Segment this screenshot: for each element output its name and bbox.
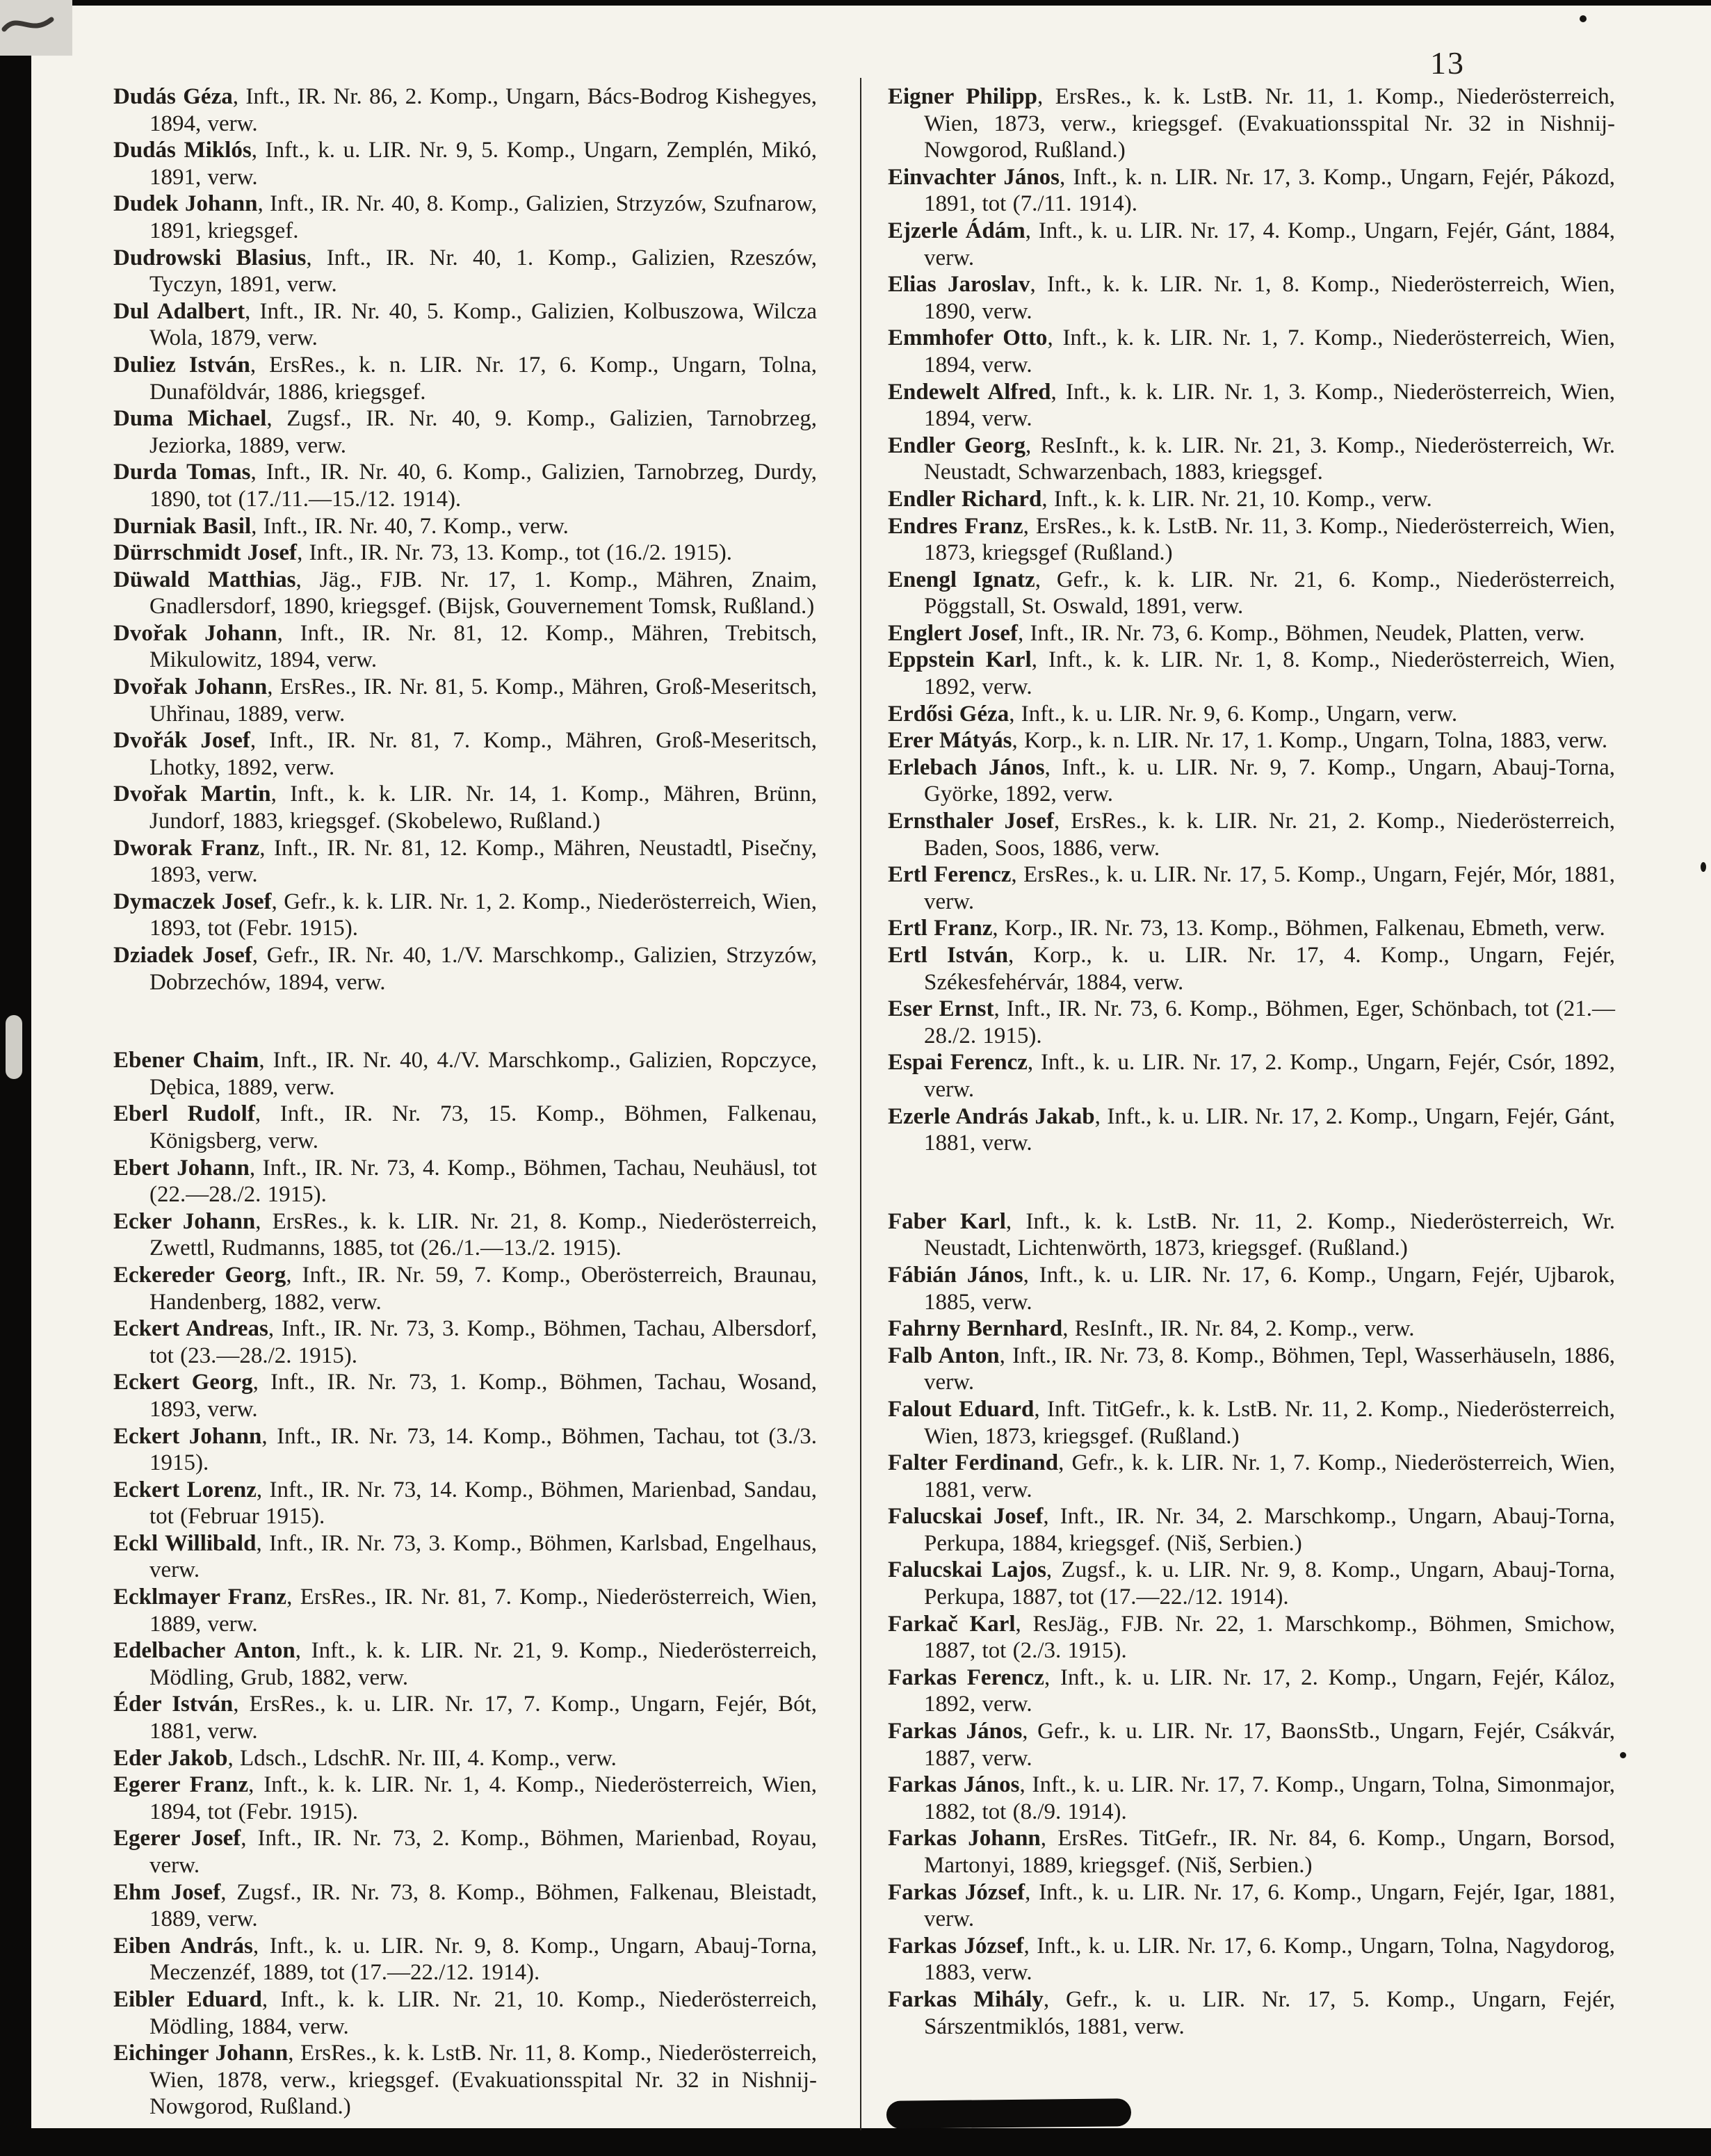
casualty-entry <box>113 727 817 781</box>
entry-name: Farkas Johann <box>888 1826 1041 1851</box>
entry-details: , Gefr., k. k. LIR. Nr. 1, 7. Komp., Niederösterreich, Wien, 1881, verw. <box>924 1450 1615 1502</box>
casualty-entry <box>113 137 817 191</box>
entry-details: , ErsRes., IR. Nr. 81, 7. Komp., Niederösterreich, Wien, 1889, verw. <box>149 1584 817 1637</box>
entry-name: Dvořak Johann <box>113 674 268 700</box>
entry-details: , Inft., k. k. LIR. Nr. 1, 8. Komp., Niederösterreich, Wien, 1890, verw. <box>924 272 1615 324</box>
casualty-entry <box>888 727 1615 754</box>
entry-details: , ErsRes., k. k. LstB. Nr. 11, 3. Komp., Niederösterreich, Wien, 1873, kriegsgef (Rußland.) <box>924 513 1615 566</box>
entry-details: , Zugsf., IR. Nr. 40, 9. Komp., Galizien, Tarnobrzeg, Jeziorka, 1889, verw. <box>149 406 817 458</box>
entry-details: , Korp., k. u. LIR. Nr. 17, 4. Komp., Ungarn, Fejér, Székesfehérvár, 1884, verw. <box>924 943 1615 995</box>
entry-details: , Zugsf., k. u. LIR. Nr. 9, 8. Komp., Ungarn, Abauj-Torna, Perkupa, 1887, tot (17.—22./12. 1914). <box>924 1557 1615 1610</box>
entry-details: , Inft., k. u. LIR. Nr. 17, 6. Komp., Ungarn, Tolna, Nagydorog, 1883, verw. <box>924 1933 1615 1986</box>
casualty-entry <box>113 2040 817 2121</box>
entry-details: , ResJäg., FJB. Nr. 22, 1. Marschkomp., Böhmen, Smichow, 1887, tot (2./3. 1915). <box>924 1611 1615 1664</box>
casualty-entry <box>113 835 817 889</box>
entry-details: , Inft., k. u. LIR. Nr. 17, 2. Komp., Ungarn, Fejér, Csór, 1892, verw. <box>924 1050 1615 1102</box>
entry-details: , Inft., IR. Nr. 34, 2. Marschkomp., Ungarn, Abauj-Torna, Perkupa, 1884, kriegsgef. (Niš, Serbien.) <box>924 1504 1615 1556</box>
entry-name: Dvořák Josef <box>113 728 250 754</box>
casualty-entry <box>888 1315 1615 1343</box>
entry-details: , Inft., IR. Nr. 73, 6. Komp., Böhmen, Eger, Schönbach, tot (21.—28./2. 1915). <box>924 996 1615 1048</box>
casualty-entry <box>113 513 817 540</box>
entry-details: , Inft., k. k. LIR. Nr. 1, 7. Komp., Niederösterreich, Wien, 1894, verw. <box>924 325 1615 378</box>
casualty-entry <box>888 1049 1615 1103</box>
entry-name: Faber Karl <box>888 1208 1006 1234</box>
casualty-entry <box>113 1155 817 1208</box>
entry-name: Einvachter János <box>888 164 1060 190</box>
casualty-entry <box>888 1503 1615 1557</box>
entry-details: , Inft., k. k. LIR. Nr. 21, 10. Komp., verw. <box>1041 486 1432 512</box>
scan-notch <box>6 1015 22 1079</box>
entry-name: Dürrschmidt Josef <box>113 540 298 566</box>
casualty-entry <box>888 567 1615 620</box>
entry-details: , Inft., IR. Nr. 73, 3. Komp., Böhmen, Karlsbad, Engelhaus, verw. <box>149 1530 818 1583</box>
casualty-entry <box>113 620 817 674</box>
entry-details: , ErsRes., k. k. LIR. Nr. 21, 2. Komp., Niederösterreich, Baden, Soos, 1886, verw. <box>924 809 1615 861</box>
entry-details: , Inft., IR. Nr. 81, 12. Komp., Mähren, Trebitsch, Mikulowitz, 1894, verw. <box>149 620 817 673</box>
entry-details: , Inft., k. u. LIR. Nr. 17, 4. Komp., Ungarn, Fejér, Gánt, 1884, verw. <box>924 218 1616 270</box>
entry-details: , Inft., k. u. LIR. Nr. 9, 5. Komp., Ungarn, Zemplén, Mikó, 1891, verw. <box>149 138 818 190</box>
entry-details: , Inft., IR. Nr. 40, 6. Komp., Galizien, Tarnobrzeg, Durdy, 1890, tot (17./11.—15./12. 1914). <box>149 460 817 512</box>
entry-name: Eppstein Karl <box>888 647 1032 673</box>
entry-details: , Inft., k. u. LIR. Nr. 17, 6. Komp., Ungarn, Fejér, Ujbarok, 1885, verw. <box>924 1262 1615 1315</box>
entry-name: Dziadek Josef <box>113 943 252 968</box>
casualty-entry <box>113 298 817 352</box>
casualty-entry <box>113 1745 817 1772</box>
casualty-entry <box>888 942 1615 996</box>
entry-name: Eiben András <box>113 1933 253 1959</box>
entry-details: , Inft., k. k. LIR. Nr. 21, 10. Komp., Niederösterreich, Mödling, 1884, verw. <box>149 1986 817 2039</box>
entry-name: Duma Michael <box>113 406 267 432</box>
entry-details: , Inft., IR. Nr. 40, 5. Komp., Galizien, Kolbuszowa, Wilcza Wola, 1879, verw. <box>149 298 817 351</box>
entry-details: , ErsRes., k. u. LIR. Nr. 17, 5. Komp., Ungarn, Fejér, Mór, 1881, verw. <box>924 862 1616 914</box>
entry-details: , Korp., IR. Nr. 73, 13. Komp., Böhmen, Falkenau, Ebmeth, verw. <box>992 916 1605 941</box>
casualty-entry <box>888 808 1615 861</box>
entry-details: , Gefr., k. k. LIR. Nr. 21, 6. Komp., Niederösterreich, Pöggstall, St. Oswald, 1891, verw. <box>924 567 1615 619</box>
left-column <box>113 83 817 2121</box>
entry-name: Farkas János <box>888 1719 1023 1744</box>
entry-details: , Inft., IR. Nr. 73, 15. Komp., Böhmen, Falkenau, Königsberg, verw. <box>149 1101 818 1153</box>
entry-name: Eigner Philipp <box>888 84 1037 109</box>
entry-details: , Inft., IR. Nr. 40, 4./V. Marschkomp., Galizien, Ropczyce, Dębica, 1889, verw. <box>149 1048 818 1100</box>
casualty-entry <box>113 1772 817 1825</box>
casualty-entry <box>113 1208 817 1262</box>
casualty-entry <box>113 245 817 298</box>
entry-details: , ErsRes., k. u. LIR. Nr. 17, 7. Komp., Ungarn, Fejér, Bót, 1881, verw. <box>149 1692 818 1744</box>
entry-name: Eser Ernst <box>888 996 994 1022</box>
entry-name: Düwald Matthias <box>113 567 296 592</box>
entry-name: Fábián János <box>888 1262 1023 1288</box>
casualty-entry <box>888 513 1615 567</box>
entry-name: Egerer Josef <box>113 1826 241 1851</box>
entry-name: Dudás Géza <box>113 84 233 109</box>
casualty-entry <box>888 83 1615 164</box>
entry-details: , Inft., k. u. LIR. Nr. 9, 6. Komp., Ungarn, verw. <box>1009 701 1458 727</box>
entry-details: , Inft., IR. Nr. 73, 8. Komp., Böhmen, Tepl, Wasserhäuseln, 1886, verw. <box>924 1343 1615 1395</box>
entry-name: Edelbacher Anton <box>113 1638 295 1664</box>
scan-speck <box>1701 862 1706 872</box>
casualty-entry <box>888 1557 1615 1610</box>
entry-name: Erer Mátyás <box>888 728 1012 754</box>
entry-name: Ezerle András Jakab <box>888 1103 1095 1129</box>
casualty-entry <box>113 352 817 405</box>
entry-details: , ResInft., k. k. LIR. Nr. 21, 3. Komp., Niederösterreich, Wr. Neustadt, Schwarzenbach, 1883, kriegsgef. <box>924 432 1615 485</box>
entry-name: Falucskai Josef <box>888 1504 1044 1530</box>
entry-name: Ertl Franz <box>888 916 993 941</box>
entry-details: , Inft., IR. Nr. 40, 7. Komp., verw. <box>251 513 569 539</box>
entry-details: , Gefr., IR. Nr. 40, 1./V. Marschkomp., Galizien, Strzyzów, Dobrzechów, 1894, verw. <box>149 943 817 995</box>
entry-name: Ehm Josef <box>113 1879 221 1905</box>
entry-name: Eder Jakob <box>113 1745 228 1771</box>
entry-name: Éder István <box>113 1692 234 1717</box>
entry-name: Ernsthaler Josef <box>888 809 1054 834</box>
entry-details: , Inft., IR. Nr. 40, 8. Komp., Galizien, Strzyzów, Szufnarow, 1891, kriegsgef. <box>149 191 817 243</box>
entry-details: , Inft., IR. Nr. 81, 7. Komp., Mähren, Groß-Meseritsch, Lhotky, 1892, verw. <box>149 728 817 780</box>
casualty-entry <box>888 379 1615 432</box>
entry-name: Falb Anton <box>888 1343 1000 1368</box>
entry-name: Enengl Ignatz <box>888 567 1035 592</box>
entry-name: Farkač Karl <box>888 1611 1016 1637</box>
entry-details: , Inft., k. u. LIR. Nr. 9, 8. Komp., Ungarn, Abauj-Torna, Meczenzéf, 1889, tot (17.—22./12. 1914). <box>149 1933 817 1986</box>
entry-details: , Inft., IR. Nr. 73, 3. Komp., Böhmen, Tachau, Albersdorf, tot (23.—28./2. 1915). <box>149 1316 817 1368</box>
casualty-entry <box>888 1103 1615 1157</box>
casualty-entry <box>113 405 817 459</box>
entry-name: Eckert Johann <box>113 1423 262 1449</box>
entry-name: Eckert Andreas <box>113 1316 268 1342</box>
scan-speck <box>1580 15 1587 22</box>
entry-name: Elias Jaroslav <box>888 272 1030 298</box>
entry-name: Eichinger Johann <box>113 2041 289 2066</box>
entry-name: Ecklmayer Franz <box>113 1584 287 1610</box>
casualty-entry <box>113 1637 817 1691</box>
entry-details: , Gefr., k. k. LIR. Nr. 1, 2. Komp., Niederösterreich, Wien, 1893, tot (Febr. 1915). <box>149 889 817 941</box>
casualty-entry <box>888 915 1615 942</box>
entry-group <box>888 83 1615 1157</box>
entry-group <box>888 1208 1615 2040</box>
casualty-entry <box>888 1825 1615 1879</box>
casualty-entry <box>888 1664 1615 1718</box>
entry-name: Dymaczek Josef <box>113 889 272 914</box>
casualty-entry <box>113 1825 817 1879</box>
casualty-entry <box>888 1986 1615 2040</box>
entry-name: Ebener Chaim <box>113 1048 259 1073</box>
scan-corner-patch <box>0 0 72 56</box>
entry-name: Durniak Basil <box>113 513 252 539</box>
entry-details: , Inft., k. k. LIR. Nr. 14, 1. Komp., Mähren, Brünn, Jundorf, 1883, kriegsgef. (Skobelewo, Rußland.) <box>149 781 817 834</box>
casualty-entry <box>113 942 817 996</box>
entry-details: , Inft., IR. Nr. 73, 2. Komp., Böhmen, Marienbad, Royau, verw. <box>149 1826 817 1878</box>
entry-name: Falucskai Lajos <box>888 1557 1046 1583</box>
right-column <box>888 83 1615 2040</box>
entry-details: , Inft., k. k. LIR. Nr. 1, 4. Komp., Niederösterreich, Wien, 1894, tot (Febr. 1915). <box>149 1772 817 1824</box>
casualty-entry <box>888 754 1615 808</box>
entry-details: , Inft., k. n. LIR. Nr. 17, 3. Komp., Ungarn, Fejér, Pákozd, 1891, tot (7./11. 1914). <box>924 164 1615 217</box>
casualty-entry <box>888 620 1615 647</box>
entry-details: , Gefr., k. u. LIR. Nr. 17, 5. Komp., Ungarn, Fejér, Sárszentmiklós, 1881, verw. <box>924 1986 1615 2039</box>
entry-name: Dudrowski Blasius <box>113 245 307 270</box>
casualty-entry <box>888 1879 1615 1933</box>
entry-details: , Inft., k. u. LIR. Nr. 17, 7. Komp., Ungarn, Tolna, Simonmajor, 1882, tot (8./9. 1914). <box>924 1772 1616 1824</box>
entry-name: Eckert Georg <box>113 1370 253 1395</box>
casualty-entry <box>888 861 1615 915</box>
entry-name: Farkas Ferencz <box>888 1664 1044 1690</box>
entry-details: , Inft., IR. Nr. 81, 12. Komp., Mähren, Neustadtl, Pisečny, 1893, verw. <box>149 835 817 888</box>
casualty-entry <box>113 1879 817 1933</box>
casualty-entry <box>113 1530 817 1584</box>
entry-details: , Inft., IR. Nr. 59, 7. Komp., Oberösterreich, Braunau, Handenberg, 1882, verw. <box>149 1262 818 1315</box>
entry-name: Dul Adalbert <box>113 298 245 324</box>
entry-details: , ErsRes. TitGefr., IR. Nr. 84, 6. Komp., Ungarn, Borsod, Martonyi, 1889, kriegsgef. (Niš, Serbien.) <box>924 1826 1615 1878</box>
entry-name: Emmhofer Otto <box>888 325 1048 351</box>
entry-name: Durda Tomas <box>113 460 251 485</box>
entry-details: , Inft., k. u. LIR. Nr. 17, 2. Komp., Ungarn, Fejér, Gánt, 1881, verw. <box>924 1103 1615 1156</box>
casualty-entry <box>888 1772 1615 1825</box>
entry-name: Endres Franz <box>888 513 1023 539</box>
casualty-entry <box>113 540 817 567</box>
casualty-entry <box>113 1933 817 1986</box>
entry-details: , Inft., k. u. LIR. Nr. 17, 2. Komp., Ungarn, Fejér, Káloz, 1892, verw. <box>924 1664 1615 1717</box>
entry-name: Farkas Mihály <box>888 1986 1044 2012</box>
page-number: 13 <box>1430 45 1465 81</box>
entry-details: , ResInft., IR. Nr. 84, 2. Komp., verw. <box>1062 1316 1415 1342</box>
entry-details: , ErsRes., k. k. LstB. Nr. 11, 8. Komp., Niederösterreich, Wien, 1878, verw., kriegsgef. (Evakuationsspital Nr. 32 in Nishnij-Nowgorod, Rußland.) <box>149 2041 817 2120</box>
entry-name: Ertl Ferencz <box>888 862 1012 888</box>
entry-details: , ErsRes., k. k. LIR. Nr. 21, 8. Komp., Niederösterreich, Zwettl, Rudmanns, 1885, tot (26./1.—13./2. 1915). <box>149 1208 817 1261</box>
entry-details: , Inft., IR. Nr. 73, 4. Komp., Böhmen, Tachau, Neuhäusl, tot (22.—28./2. 1915). <box>149 1155 817 1208</box>
casualty-entry <box>113 83 817 137</box>
casualty-entry <box>888 701 1615 728</box>
entry-name: Ebert Johann <box>113 1155 250 1181</box>
casualty-entry <box>888 1450 1615 1503</box>
scanned-page <box>31 6 1711 2128</box>
entry-details: , Inft., k. k. LIR. Nr. 1, 8. Komp., Niederösterreich, Wien, 1892, verw. <box>924 647 1615 700</box>
entry-name: Duliez István <box>113 352 250 378</box>
column-divider <box>860 78 861 2130</box>
entry-name: Eckl Willibald <box>113 1530 257 1556</box>
entry-group <box>113 83 817 996</box>
entry-details: , Inft., IR. Nr. 73, 6. Komp., Böhmen, Neudek, Platten, verw. <box>1018 620 1585 646</box>
casualty-entry <box>113 459 817 512</box>
entry-name: Endewelt Alfred <box>888 379 1051 405</box>
entry-name: Dudás Miklós <box>113 138 252 163</box>
entry-name: Egerer Franz <box>113 1772 249 1798</box>
casualty-entry <box>888 647 1615 700</box>
casualty-entry <box>888 1933 1615 1986</box>
casualty-entry <box>113 1477 817 1530</box>
entry-name: Erdősi Géza <box>888 701 1009 727</box>
entry-name: Farkas János <box>888 1772 1020 1798</box>
entry-name: Eckert Lorenz <box>113 1477 257 1502</box>
entry-name: Ertl István <box>888 943 1008 968</box>
entry-name: Eberl Rudolf <box>113 1101 255 1127</box>
entry-name: Eibler Eduard <box>113 1986 262 2012</box>
entry-name: Ejzerle Ádám <box>888 218 1025 243</box>
entry-details: , Inft., k. u. LIR. Nr. 17, 6. Komp., Ungarn, Fejér, Igar, 1881, verw. <box>924 1879 1615 1932</box>
casualty-entry <box>888 1262 1615 1315</box>
casualty-entry <box>113 1691 817 1744</box>
casualty-entry <box>113 781 817 834</box>
entry-details: , Inft. TitGefr., k. k. LstB. Nr. 11, 2. Komp., Niederösterreich, Wien, 1873, kriegsgef. (Rußland.) <box>924 1396 1615 1449</box>
casualty-entry <box>113 889 817 942</box>
entry-name: Falout Eduard <box>888 1396 1035 1422</box>
entry-name: Erlebach János <box>888 754 1045 780</box>
entry-name: Farkas József <box>888 1879 1025 1905</box>
casualty-entry <box>888 1208 1615 1262</box>
entry-name: Dvořak Martin <box>113 781 271 807</box>
entry-name: Falter Ferdinand <box>888 1450 1059 1476</box>
casualty-entry <box>113 1369 817 1423</box>
casualty-entry <box>888 486 1615 513</box>
casualty-entry <box>888 996 1615 1049</box>
casualty-entry <box>888 271 1615 325</box>
entry-name: Englert Josef <box>888 620 1019 646</box>
entry-details: , Korp., k. n. LIR. Nr. 17, 1. Komp., Ungarn, Tolna, 1883, verw. <box>1012 728 1608 754</box>
entry-details: , ErsRes., k. k. LstB. Nr. 11, 1. Komp., Niederösterreich, Wien, 1873, verw., kriegsgef. (Evakuationsspital Nr. 32 in Nishnij-Nowgorod, Rußland.) <box>924 84 1616 163</box>
casualty-entry <box>113 674 817 727</box>
entry-details: , ErsRes., k. n. LIR. Nr. 17, 6. Komp., Ungarn, Tolna, Dunaföldvár, 1886, kriegsgef. <box>149 352 818 405</box>
entry-details: , Inft., k. k. LstB. Nr. 11, 2. Komp., Niederösterreich, Wr. Neustadt, Lichtenwörth, 1873, kriegsgef. (Rußland.) <box>924 1208 1615 1261</box>
casualty-entry <box>113 1101 817 1154</box>
entry-details: , Inft., k. k. LIR. Nr. 1, 3. Komp., Niederösterreich, Wien, 1894, verw. <box>924 379 1615 432</box>
casualty-entry <box>888 1718 1615 1772</box>
casualty-entry <box>113 567 817 620</box>
casualty-entry <box>888 1396 1615 1450</box>
casualty-entry <box>113 1423 817 1477</box>
casualty-entry <box>113 1047 817 1101</box>
entry-name: Dudek Johann <box>113 191 258 217</box>
casualty-entry <box>888 432 1615 486</box>
entry-name: Eckereder Georg <box>113 1262 286 1288</box>
entry-name: Ecker Johann <box>113 1208 256 1234</box>
entry-name: Endler Richard <box>888 486 1042 512</box>
scan-speck <box>1620 1752 1626 1758</box>
casualty-entry <box>888 164 1615 218</box>
entry-name: Espai Ferencz <box>888 1050 1028 1076</box>
ink-smudge <box>886 2098 1131 2129</box>
entry-name: Dvořak Johann <box>113 620 277 646</box>
entry-name: Dworak Franz <box>113 835 260 861</box>
casualty-entry <box>113 1262 817 1315</box>
entry-details: , Inft., k. u. LIR. Nr. 9, 7. Komp., Ungarn, Abauj-Torna, Györke, 1892, verw. <box>924 754 1616 807</box>
casualty-entry <box>888 325 1615 378</box>
casualty-entry <box>888 218 1615 271</box>
entry-name: Endler Georg <box>888 432 1025 458</box>
entry-details: , Inft., IR. Nr. 73, 14. Komp., Böhmen, Marienbad, Sandau, tot (Februar 1915). <box>149 1477 818 1530</box>
entry-details: , ErsRes., IR. Nr. 81, 5. Komp., Mähren, Groß-Meseritsch, Uhřinau, 1889, verw. <box>149 674 818 727</box>
entry-group <box>113 1047 817 2121</box>
entry-details: , Inft., IR. Nr. 86, 2. Komp., Ungarn, Bács-Bodrog Kishegyes, 1894, verw. <box>149 84 818 136</box>
entry-details: , Gefr., k. u. LIR. Nr. 17, BaonsStb., Ungarn, Fejér, Csákvár, 1887, verw. <box>924 1719 1615 1771</box>
entry-details: , Inft., IR. Nr. 40, 1. Komp., Galizien, Rzeszów, Tyczyn, 1891, verw. <box>149 245 817 298</box>
entry-details: , Ldsch., LdschR. Nr. III, 4. Komp., verw. <box>227 1745 617 1771</box>
entry-details: , Zugsf., IR. Nr. 73, 8. Komp., Böhmen, Falkenau, Bleistadt, 1889, verw. <box>149 1879 817 1932</box>
pen-mark-icon <box>0 0 72 56</box>
entry-details: , Jäg., FJB. Nr. 17, 1. Komp., Mähren, Znaim, Gnadlersdorf, 1890, kriegsgef. (Bijsk, Gouvernement Tomsk, Rußland.) <box>149 567 817 619</box>
casualty-entry <box>113 191 817 244</box>
entry-details: , Inft., k. k. LIR. Nr. 21, 9. Komp., Niederösterreich, Mödling, Grub, 1882, verw. <box>149 1638 818 1690</box>
casualty-entry <box>888 1611 1615 1664</box>
casualty-entry <box>113 1315 817 1369</box>
entry-details: , Inft., IR. Nr. 73, 13. Komp., tot (16./2. 1915). <box>297 540 732 566</box>
entry-details: , Inft., IR. Nr. 73, 14. Komp., Böhmen, Tachau, tot (3./3. 1915). <box>149 1423 817 1476</box>
entry-name: Farkas József <box>888 1933 1024 1959</box>
entry-details: , Inft., IR. Nr. 73, 1. Komp., Böhmen, Tachau, Wosand, 1893, verw. <box>149 1370 817 1422</box>
casualty-entry <box>113 1986 817 2040</box>
casualty-entry <box>113 1584 817 1637</box>
entry-name: Fahrny Bernhard <box>888 1316 1063 1342</box>
casualty-entry <box>888 1343 1615 1396</box>
